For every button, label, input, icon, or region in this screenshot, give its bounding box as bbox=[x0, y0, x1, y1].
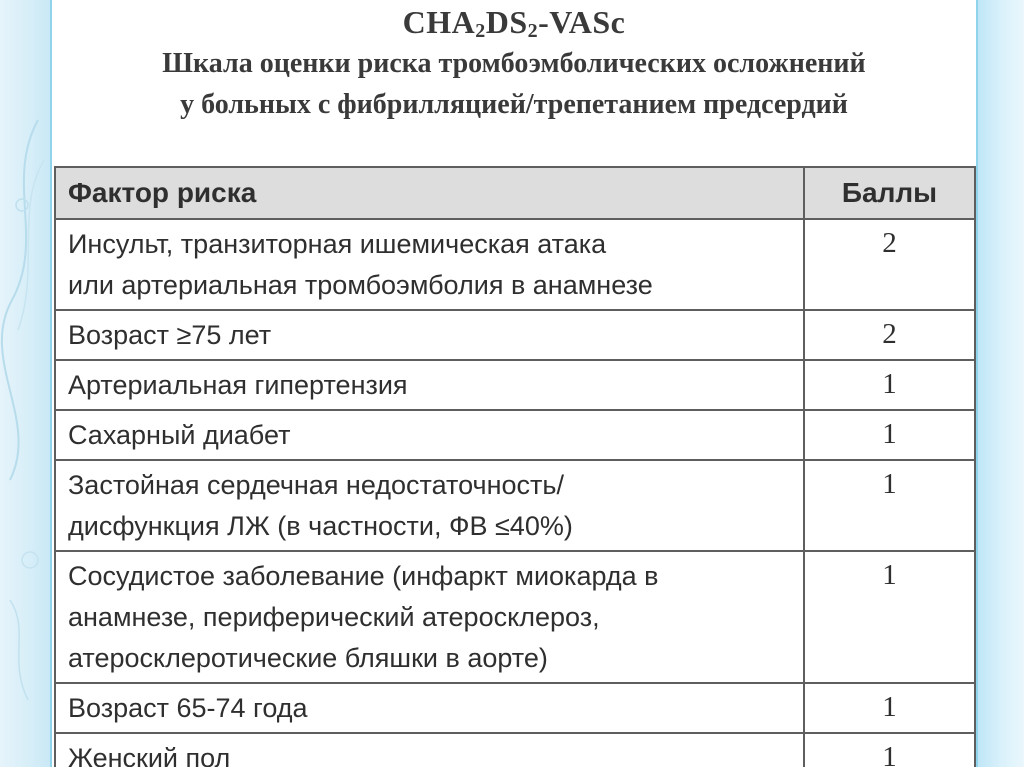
risk-factor-line: Женский пол bbox=[68, 743, 231, 767]
risk-factor-cell bbox=[55, 551, 804, 683]
risk-factor-line: Инсульт, транзиторная ишемическая атака bbox=[68, 229, 607, 259]
table-row bbox=[55, 460, 975, 551]
points-cell: 1 bbox=[804, 551, 975, 683]
points-cell: 2 bbox=[804, 219, 975, 310]
table-body bbox=[55, 219, 975, 767]
table-header-row bbox=[55, 167, 975, 219]
risk-factor-line: атеросклеротические бляшки в аорте) bbox=[68, 643, 548, 673]
points-cell: 2 bbox=[804, 310, 975, 360]
points-cell: 1 bbox=[804, 360, 975, 410]
risk-factor-line: Артериальная гипертензия bbox=[68, 370, 408, 400]
slide-title bbox=[52, 4, 976, 125]
risk-factor-line: Сосудистое заболевание (инфаркт миокарда в bbox=[68, 561, 659, 591]
subtitle-line-1: Шкала оценки риска тромбоэмболических осложнений bbox=[162, 47, 866, 79]
risk-factor-cell bbox=[55, 310, 804, 360]
risk-factor-cell bbox=[55, 360, 804, 410]
slide-content bbox=[50, 0, 978, 767]
risk-factor-line: анамнезе, периферический атеросклероз, bbox=[68, 602, 600, 632]
table-row bbox=[55, 219, 975, 310]
risk-factor-line: дисфункция ЛЖ (в частности, ФВ ≤40%) bbox=[68, 511, 573, 541]
score-name: $CHA_2DS_2$-VASc bbox=[402, 4, 626, 42]
risk-factor-line: Возраст ≥75 лет bbox=[68, 320, 272, 350]
risk-factor-cell bbox=[55, 219, 804, 310]
header-factor: Фактор риска bbox=[55, 167, 804, 219]
risk-factor-table bbox=[54, 166, 976, 767]
points-cell: 1 bbox=[804, 733, 975, 767]
risk-factor-cell bbox=[55, 683, 804, 733]
risk-factor-line: или артериальная тромбоэмболия в анамнезе bbox=[68, 270, 653, 300]
decorative-swirl-ornament bbox=[0, 0, 50, 767]
table-row bbox=[55, 683, 975, 733]
risk-factor-cell bbox=[55, 733, 804, 767]
risk-factor-line: Сахарный диабет bbox=[68, 420, 291, 450]
background-right-panel bbox=[978, 0, 1024, 767]
table-row bbox=[55, 360, 975, 410]
risk-factor-cell bbox=[55, 460, 804, 551]
risk-factor-line: Возраст 65-74 года bbox=[68, 693, 308, 723]
points-cell: 1 bbox=[804, 683, 975, 733]
subtitle bbox=[52, 43, 976, 125]
header-points: Баллы bbox=[804, 167, 975, 219]
table-row bbox=[55, 551, 975, 683]
table-row bbox=[55, 310, 975, 360]
risk-factor-cell bbox=[55, 410, 804, 460]
points-cell: 1 bbox=[804, 410, 975, 460]
table-row bbox=[55, 733, 975, 767]
subtitle-line-2: у больных с фибрилляцией/трепетанием предсердий bbox=[180, 88, 848, 120]
points-cell: 1 bbox=[804, 460, 975, 551]
risk-factor-line: Застойная сердечная недостаточность/ bbox=[68, 470, 564, 500]
table-row bbox=[55, 410, 975, 460]
